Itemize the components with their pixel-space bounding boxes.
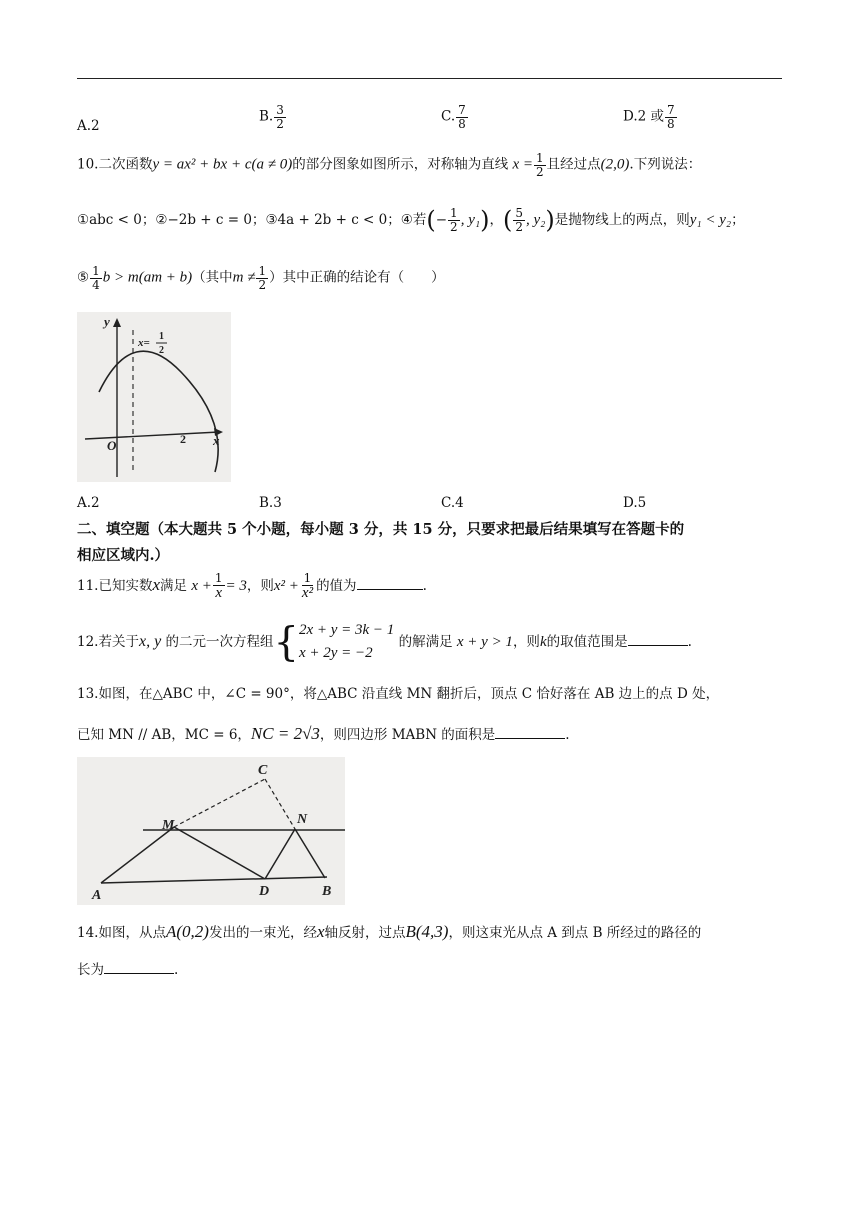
q12-line: 12.若关于x, y 的二元一次方程组{ 2x + y = 3k − 1 x + 2y = −2 的解满足 x + y > 1，则k的取值范围是 . [77, 619, 692, 666]
q9-option-b: B. $\frac{3}{2}$ [259, 103, 284, 131]
header-rule [77, 78, 782, 79]
q10-line1: 10.二次函数y = ax² + bx + c(a ≠ 0)的部分图象如图所示，对称轴为直线 x = $\frac{1}{2}$ 且经过点(2,0).下列说法： [77, 151, 702, 179]
q13-triangle-figure [77, 757, 345, 905]
label-d: D [259, 884, 270, 899]
q10-line2: ①abc < 0；②−2b + c = 0；③4a + 2b + c < 0；④若(− $\frac{1}{2}$ , y₁)，( $\frac{5}{2}$ , y₂)是抛物线上的两点，则y₁ < y₂； [77, 206, 745, 234]
q10-option-a: A.2 [77, 495, 100, 511]
q12-equation-2: x + 2y = −2 [298, 645, 373, 662]
figure-background [77, 312, 231, 482]
label-c: C [258, 763, 268, 778]
q10-option-b: B.3 [259, 495, 282, 511]
label-n: N [297, 812, 308, 827]
q14-line2: 长为 . [77, 962, 179, 978]
q11-answer-blank [357, 577, 423, 590]
q10-option-c: C.4 [441, 495, 464, 511]
q13-answer-blank [495, 726, 565, 739]
y-label: y [104, 314, 110, 329]
label-b: B [322, 884, 332, 899]
section2-heading-line2: 相应区域内.） [77, 547, 170, 564]
label-a: A [92, 888, 102, 903]
q10-parabola-figure [77, 312, 231, 482]
q13-line2: 已知 MN // AB，MC = 6，NC = 2√3，则四边形 MABN 的面积是 . [77, 724, 570, 743]
origin-label: O [107, 438, 117, 453]
q13-line1: 13.如图，在△ABC 中，∠C = 90°，将△ABC 沿直线 MN 翻折后，顶点 C 恰好落在 AB 边上的点 D 处， [77, 686, 720, 702]
axis-label-num: 1 [159, 331, 164, 342]
section2-heading-line1: 二、填空题（本大题共 5 个小题，每小题 3 分，共 15 分，只要求把最后结果填写在答题卡的 [77, 521, 685, 538]
root-label: 2 [180, 432, 186, 446]
label-m: M [162, 818, 175, 833]
q9-option-c: C. $\frac{7}{8}$ [441, 103, 466, 131]
q9-option-d: D.2 或 $\frac{7}{8}$ [623, 103, 675, 131]
q14-line1: 14.如图，从点A(0,2)发出的一束光，经x轴反射，过点B(4,3)，则这束光从点 A 到点 B 所经过的路径的 [77, 922, 702, 941]
q11-line: 11.已知实数x满足 x + $\frac{1}{x}$ = 3，则x² + $\frac{1}{\text{x²}}$ 的值为 . [77, 571, 427, 601]
q12-equation-1: 2x + y = 3k − 1 [298, 622, 395, 638]
x-label: x [213, 433, 220, 448]
q10-equation: y = ax² + bx + c(a ≠ 0) [152, 156, 293, 173]
axis-label-prefix: x= [138, 337, 150, 349]
q14-answer-blank [104, 961, 174, 974]
q12-answer-blank [628, 633, 688, 646]
axis-label-den: 2 [159, 345, 164, 356]
q10-line3: ⑤ $\frac{1}{4}$ b > m(am + b)（其中m ≠ $\frac{1}{2}$ ）其中正确的结论有（ ） [77, 264, 445, 292]
q9-option-a: A.2 [77, 118, 100, 134]
q10-option-d: D.5 [623, 495, 647, 511]
